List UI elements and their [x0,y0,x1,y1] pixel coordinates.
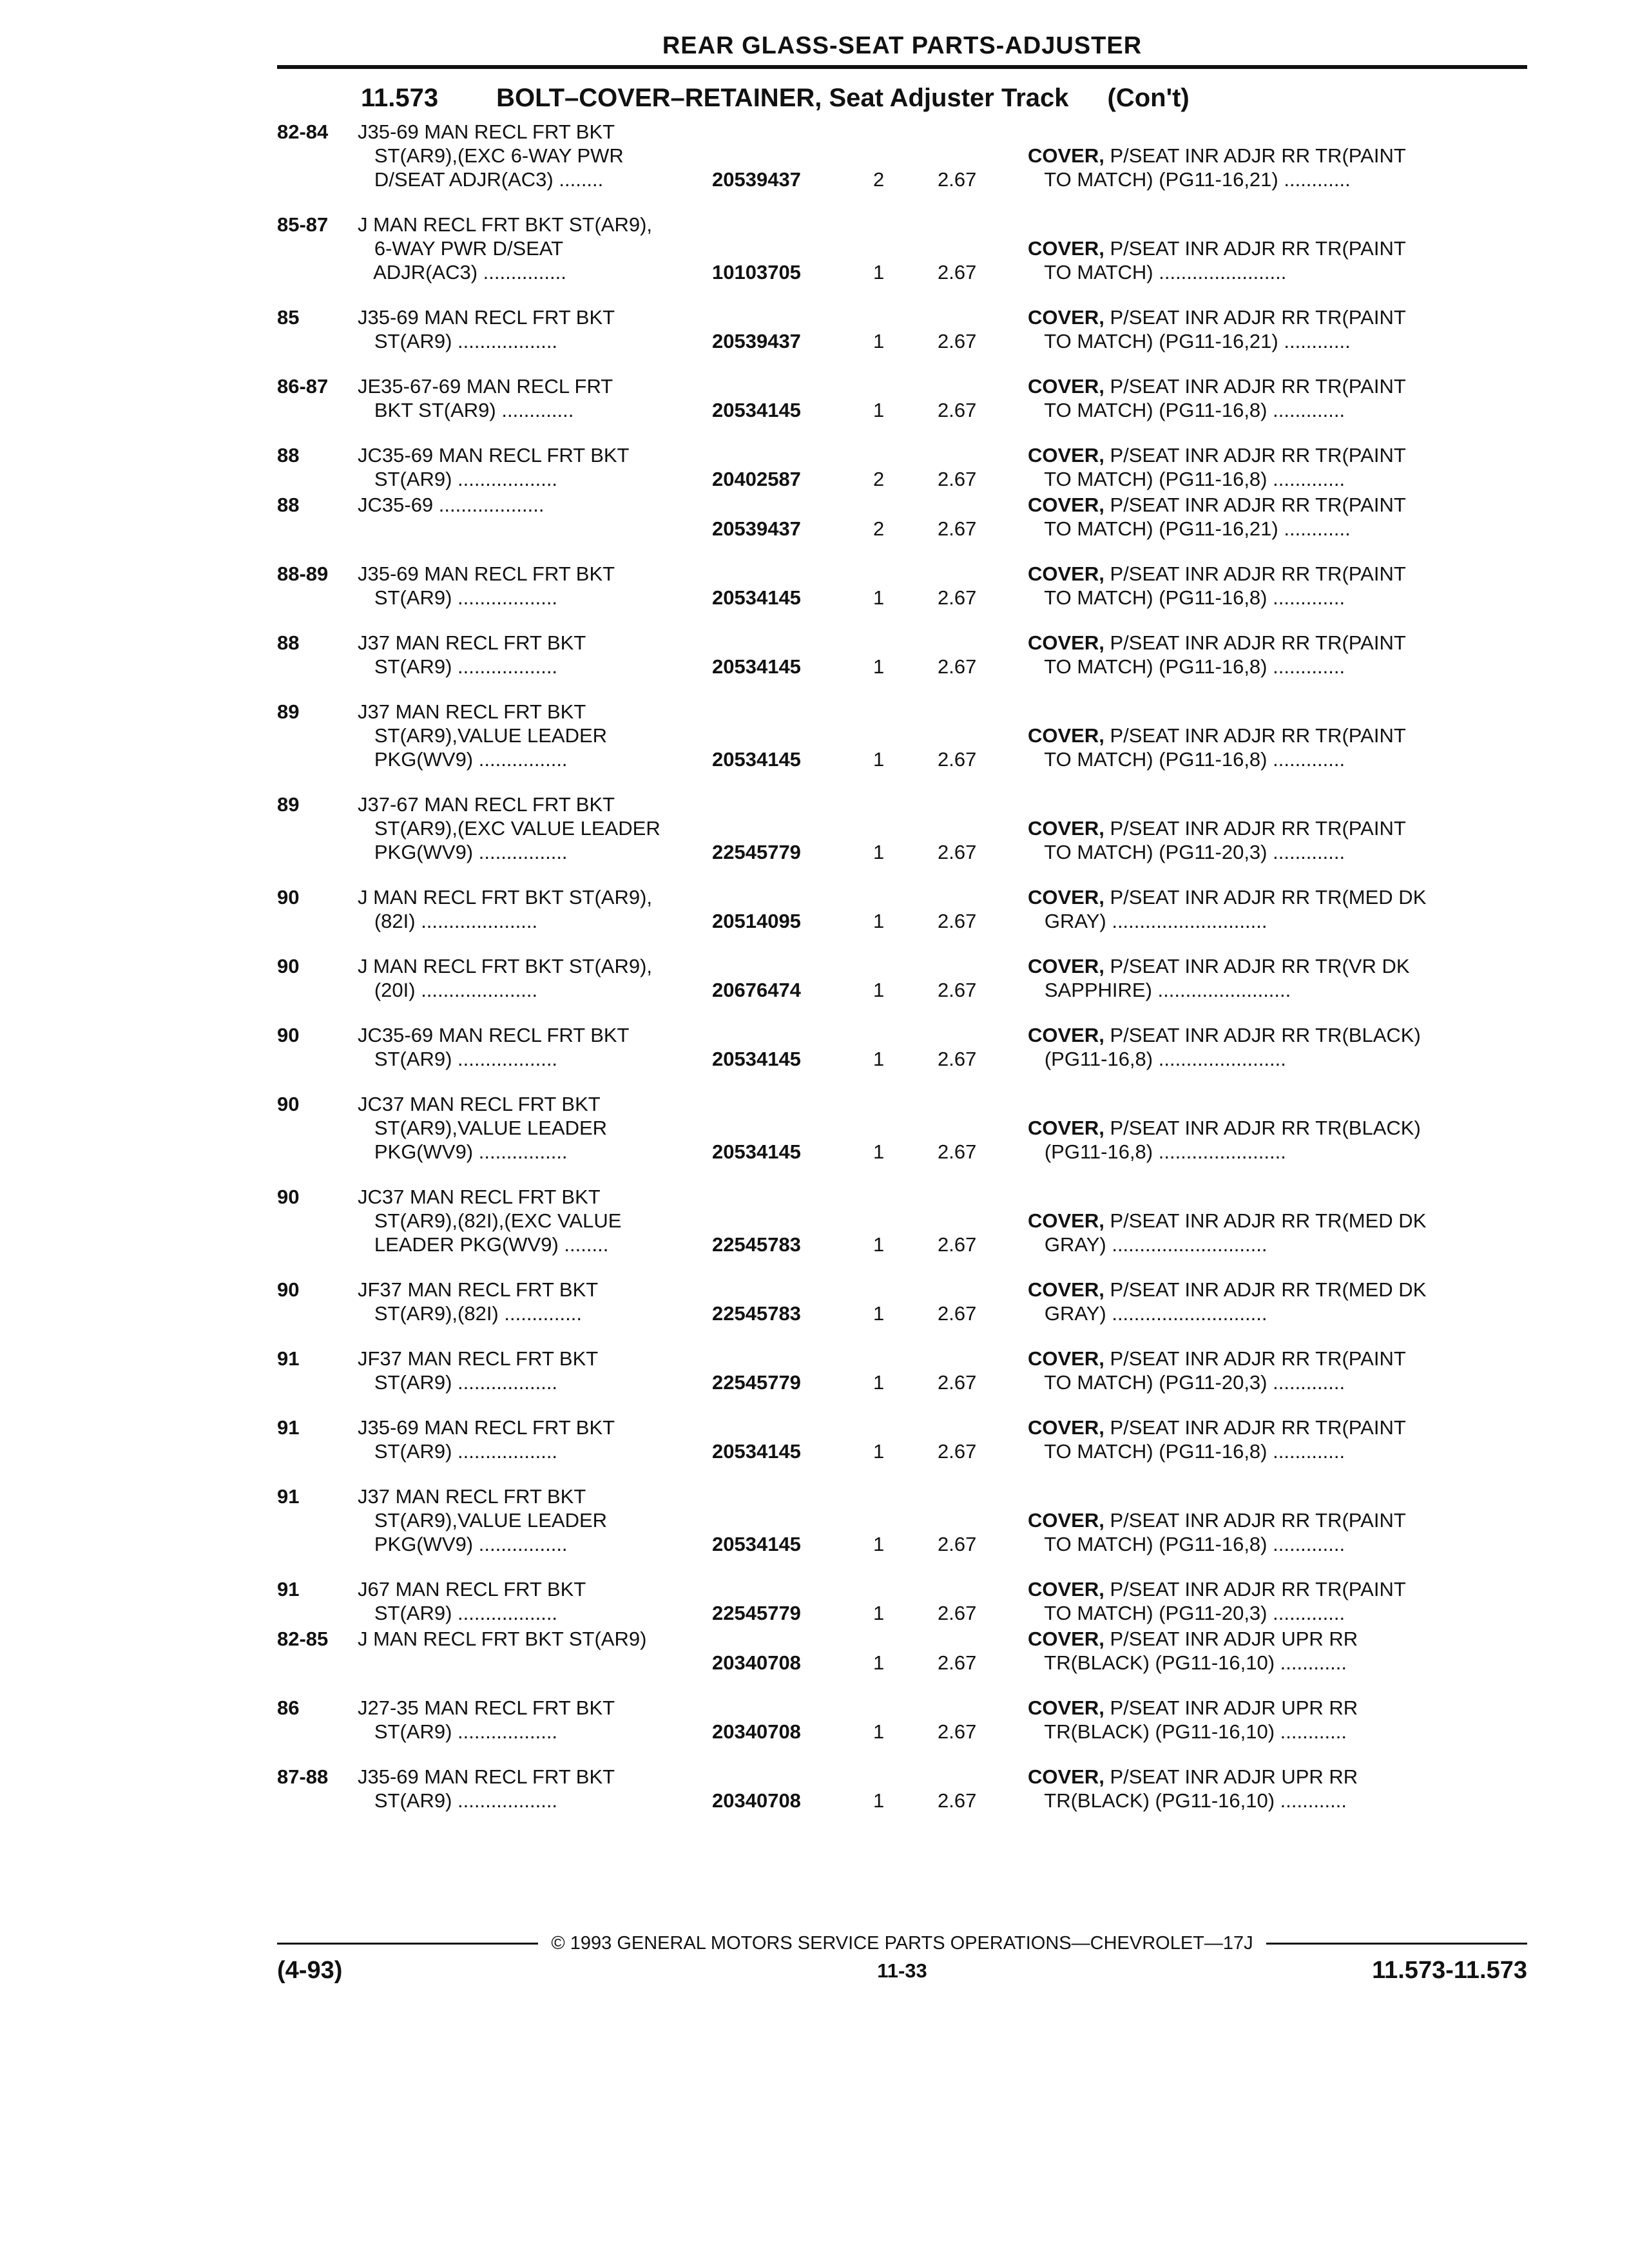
part-name [1028,1416,1527,1463]
parts-row [277,1696,1527,1744]
part-name-noun: COVER, [1028,1117,1104,1139]
part-name-noun: COVER, [1028,375,1104,398]
model-years: 88 [277,444,300,466]
part-name [1028,443,1527,491]
model-years: 91 [277,1578,300,1600]
usage-description: J35-69 MAN RECL FRT BKT ST(AR9) .................. [358,1416,615,1463]
part-name-noun: COVER, [1028,955,1104,977]
part-name-detail: P/SEAT INR ADJR RR TR(PAINT TO MATCH) (PG11-16,8) ............. [1044,444,1406,490]
usage-description: J35-69 MAN RECL FRT BKT ST(AR9),(EXC 6-WAY PWR D/SEAT ADJR(AC3) ........ [358,120,624,191]
part-name [1028,374,1527,422]
price: 2.67 [938,1140,977,1163]
part-number: 20539437 [712,168,801,191]
price: 2.67 [938,979,977,1001]
quantity: 1 [873,1602,885,1624]
part-name-detail: P/SEAT INR ADJR RR TR(PAINT TO MATCH) (PG11-16,21) ............ [1044,144,1406,191]
part-name-noun: COVER, [1028,724,1104,747]
part-name [1028,816,1527,864]
quantity: 1 [873,261,885,284]
quantity: 2 [873,468,885,490]
part-name-detail: P/SEAT INR ADJR RR TR(PAINT TO MATCH) (PG11-20,3) ............. [1044,1578,1406,1624]
usage-description: J37 MAN RECL FRT BKT ST(AR9),VALUE LEADER PKG(WV9) ................ [358,1485,608,1555]
part-number: 22545783 [712,1302,801,1325]
group-continued: (Con't) [1107,84,1190,112]
price: 2.67 [938,517,977,540]
part-name [1028,236,1527,284]
part-number: 10103705 [712,261,801,284]
usage-description: J35-69 MAN RECL FRT BKT ST(AR9) .................. [358,306,615,352]
part-name-noun: COVER, [1028,1347,1104,1370]
usage-description: JE35-67-69 MAN RECL FRT BKT ST(AR9) ............. [358,375,613,421]
part-name-noun: COVER, [1028,631,1104,654]
parts-row [277,793,1527,864]
quantity: 1 [873,1140,885,1163]
part-name [1028,631,1527,678]
part-name [1028,562,1527,610]
model-years: 91 [277,1347,300,1370]
usage-description: JC37 MAN RECL FRT BKT ST(AR9),(82I),(EXC VALUE LEADER PKG(WV9) ........ [358,1186,622,1256]
price: 2.67 [938,1720,977,1743]
part-name-detail: P/SEAT INR ADJR RR TR(PAINT TO MATCH) (PG11-16,8) ............. [1044,724,1406,771]
price: 2.67 [938,1651,977,1674]
usage-description: JF37 MAN RECL FRT BKT ST(AR9),(82I) .............. [358,1278,599,1325]
section-title: REAR GLASS-SEAT PARTS-ADJUSTER [662,32,1142,59]
copyright-notice: © 1993 GENERAL MOTORS SERVICE PARTS OPERATIONS—CHEVROLET—17J [551,1933,1253,1954]
header-rule [277,65,1527,69]
model-years: 90 [277,886,300,908]
part-number: 20402587 [712,468,801,490]
part-number: 20340708 [712,1789,801,1812]
parts-row [277,954,1527,1002]
parts-row [277,1765,1527,1812]
quantity: 1 [873,655,885,678]
price: 2.67 [938,748,977,771]
model-years: 82-84 [277,120,329,143]
model-years: 90 [277,1024,300,1046]
part-number: 20539437 [712,517,801,540]
price: 2.67 [938,1371,977,1394]
footer-bottom [277,1957,1527,1989]
usage-description: JC35-69 ................... [358,494,545,516]
price: 2.67 [938,1440,977,1463]
part-name [1028,1765,1527,1812]
footer-rule [277,1933,1527,1954]
model-years: 89 [277,700,300,723]
group-range: 11.573-11.573 [1372,1957,1527,1984]
usage-description: J37-67 MAN RECL FRT BKT ST(AR9),(EXC VALUE LEADER PKG(WV9) ................ [358,793,660,863]
part-name-detail: P/SEAT INR ADJR RR TR(PAINT TO MATCH) (PG11-16,8) ............. [1044,562,1406,609]
parts-row [277,493,1527,541]
price: 2.67 [938,399,977,421]
part-name-noun: COVER, [1028,1209,1104,1232]
part-name [1028,724,1527,771]
parts-row [277,562,1527,610]
part-name [1028,1347,1527,1394]
model-years: 89 [277,793,300,816]
quantity: 1 [873,748,885,771]
usage-description: J27-35 MAN RECL FRT BKT ST(AR9) .................. [358,1696,615,1743]
part-name-detail: P/SEAT INR ADJR RR TR(MED DK GRAY) ............................ [1044,1209,1427,1256]
part-name-detail: P/SEAT INR ADJR RR TR(PAINT TO MATCH) (PG11-20,3) ............. [1044,817,1406,863]
part-name [1028,885,1527,933]
part-number: 20534145 [712,586,801,609]
price: 2.67 [938,655,977,678]
revision-date: (4-93) [277,1957,343,1984]
quantity: 1 [873,910,885,932]
quantity: 1 [873,1233,885,1256]
price: 2.67 [938,261,977,284]
part-number: 22545779 [712,1602,801,1624]
part-name-noun: COVER, [1028,237,1104,260]
quantity: 1 [873,1302,885,1325]
price: 2.67 [938,1602,977,1624]
footer-rule-left [277,1943,538,1945]
part-number: 20514095 [712,910,801,932]
part-number: 20534145 [712,748,801,771]
part-number: 20676474 [712,979,801,1001]
usage-description: J35-69 MAN RECL FRT BKT ST(AR9) .................. [358,1765,615,1812]
footer-rule-right [1266,1943,1527,1945]
part-name-noun: COVER, [1028,494,1104,516]
part-name-noun: COVER, [1028,817,1104,840]
part-name-detail: P/SEAT INR ADJR RR TR(PAINT TO MATCH) (PG11-16,21) ............ [1044,306,1406,352]
part-name-detail: P/SEAT INR ADJR UPR RR TR(BLACK) (PG11-16,10) ............ [1044,1765,1358,1812]
quantity: 1 [873,1440,885,1463]
model-years: 86-87 [277,375,329,398]
usage-description: JC35-69 MAN RECL FRT BKT ST(AR9) .................. [358,1024,630,1070]
part-name [1028,1278,1527,1325]
price: 2.67 [938,1302,977,1325]
part-name-detail: P/SEAT INR ADJR RR TR(MED DK GRAY) ............................ [1044,886,1427,932]
parts-row [277,885,1527,933]
quantity: 1 [873,841,885,863]
price: 2.67 [938,1789,977,1812]
model-years: 90 [277,1278,300,1301]
part-name [1028,1577,1527,1625]
part-name [1028,493,1527,541]
usage-description: J37 MAN RECL FRT BKT ST(AR9) .................. [358,631,586,678]
price: 2.67 [938,1233,977,1256]
part-number: 20534145 [712,1440,801,1463]
part-name-detail: P/SEAT INR ADJR RR TR(PAINT TO MATCH) (PG11-16,21) ............ [1044,494,1406,540]
part-number: 20340708 [712,1651,801,1674]
quantity: 1 [873,1651,885,1674]
usage-description: J MAN RECL FRT BKT ST(AR9) [358,1628,647,1650]
model-years: 88 [277,631,300,654]
parts-row [277,1416,1527,1463]
model-years: 85-87 [277,213,329,236]
parts-row [277,120,1527,191]
page-footer [277,1933,1527,1989]
part-name [1028,1696,1527,1744]
part-name-noun: COVER, [1028,144,1104,167]
part-name-noun: COVER, [1028,444,1104,466]
part-name-detail: P/SEAT INR ADJR RR TR(PAINT TO MATCH) (PG11-16,8) ............. [1044,1509,1406,1555]
usage-description: J35-69 MAN RECL FRT BKT ST(AR9) .................. [358,562,615,609]
part-name-noun: COVER, [1028,1416,1104,1439]
model-years: 88 [277,494,300,516]
part-name [1028,1209,1527,1256]
part-number: 22545779 [712,841,801,863]
parts-row [277,1485,1527,1556]
part-name-noun: COVER, [1028,1628,1104,1650]
parts-row [277,1278,1527,1325]
usage-description: J MAN RECL FRT BKT ST(AR9), (20I) ..................... [358,955,653,1001]
price: 2.67 [938,586,977,609]
parts-row [277,305,1527,353]
part-number: 20534145 [712,655,801,678]
part-number: 20534145 [712,1140,801,1163]
model-years: 90 [277,1093,300,1115]
part-name-detail: P/SEAT INR ADJR RR TR(VR DK SAPPHIRE) ........................ [1044,955,1410,1001]
part-name-detail: P/SEAT INR ADJR UPR RR TR(BLACK) (PG11-16,10) ............ [1044,1628,1358,1674]
model-years: 90 [277,955,300,977]
model-years: 90 [277,1186,300,1208]
page-number: 11-33 [877,1959,927,1982]
part-name-noun: COVER, [1028,1278,1104,1301]
part-name-detail: P/SEAT INR ADJR RR TR(PAINT TO MATCH) (PG11-16,8) ............. [1044,1416,1406,1463]
quantity: 1 [873,586,885,609]
usage-description: J MAN RECL FRT BKT ST(AR9), (82I) ..................... [358,886,653,932]
group-heading [361,84,1190,113]
part-name-detail: P/SEAT INR ADJR RR TR(BLACK) (PG11-16,8) ....................... [1044,1117,1421,1163]
quantity: 2 [873,517,885,540]
page-header [277,32,1527,69]
parts-row [277,1577,1527,1625]
parts-row [277,443,1527,491]
part-name [1028,1627,1527,1675]
part-number: 20340708 [712,1720,801,1743]
parts-row [277,1023,1527,1071]
parts-row [277,1092,1527,1164]
parts-row [277,631,1527,678]
part-name [1028,1023,1527,1071]
model-years: 91 [277,1485,300,1508]
part-name-noun: COVER, [1028,1765,1104,1788]
part-name-noun: COVER, [1028,1509,1104,1532]
quantity: 1 [873,330,885,352]
part-name-detail: P/SEAT INR ADJR RR TR(PAINT TO MATCH) (PG11-16,8) ............. [1044,631,1406,678]
usage-description: J67 MAN RECL FRT BKT ST(AR9) .................. [358,1578,586,1624]
group-name: BOLT–COVER–RETAINER, Seat Adjuster Track [496,84,1069,112]
parts-row [277,1347,1527,1394]
part-name [1028,1116,1527,1164]
part-number: 20539437 [712,330,801,352]
parts-row [277,213,1527,284]
part-number: 20534145 [712,1048,801,1070]
part-name-detail: P/SEAT INR ADJR RR TR(BLACK) (PG11-16,8) ....................... [1044,1024,1421,1070]
part-name [1028,305,1527,353]
price: 2.67 [938,330,977,352]
parts-list [277,120,1527,1812]
quantity: 1 [873,1720,885,1743]
price: 2.67 [938,841,977,863]
model-years: 86 [277,1696,300,1719]
quantity: 1 [873,1533,885,1555]
model-years: 82-85 [277,1628,329,1650]
group-number: 11.573 [361,84,439,112]
price: 2.67 [938,910,977,932]
part-name-detail: P/SEAT INR ADJR RR TR(PAINT TO MATCH) (PG11-20,3) ............. [1044,1347,1406,1394]
usage-description: JF37 MAN RECL FRT BKT ST(AR9) .................. [358,1347,599,1394]
model-years: 91 [277,1416,300,1439]
model-years: 88-89 [277,562,329,585]
parts-row [277,700,1527,771]
quantity: 1 [873,399,885,421]
part-name [1028,954,1527,1002]
part-number: 20534145 [712,399,801,421]
part-name-detail: P/SEAT INR ADJR UPR RR TR(BLACK) (PG11-16,10) ............ [1044,1696,1358,1743]
quantity: 1 [873,979,885,1001]
part-name-noun: COVER, [1028,1024,1104,1046]
part-name-detail: P/SEAT INR ADJR RR TR(PAINT TO MATCH) ....................... [1044,237,1406,284]
part-name-detail: P/SEAT INR ADJR RR TR(MED DK GRAY) ............................ [1044,1278,1427,1325]
part-name-detail: P/SEAT INR ADJR RR TR(PAINT TO MATCH) (PG11-16,8) ............. [1044,375,1406,421]
usage-description: J37 MAN RECL FRT BKT ST(AR9),VALUE LEADER PKG(WV9) ................ [358,700,608,771]
model-years: 85 [277,306,300,329]
parts-row [277,1627,1527,1675]
quantity: 2 [873,168,885,191]
parts-row [277,374,1527,422]
part-number: 20534145 [712,1533,801,1555]
usage-description: J MAN RECL FRT BKT ST(AR9), 6-WAY PWR D/SEAT ADJR(AC3) ............... [358,213,653,284]
part-number: 22545783 [712,1233,801,1256]
part-name-noun: COVER, [1028,1696,1104,1719]
quantity: 1 [873,1371,885,1394]
model-years: 87-88 [277,1765,329,1788]
price: 2.67 [938,468,977,490]
part-name-noun: COVER, [1028,1578,1104,1600]
quantity: 1 [873,1789,885,1812]
quantity: 1 [873,1048,885,1070]
part-name [1028,144,1527,191]
part-name-noun: COVER, [1028,562,1104,585]
part-number: 22545779 [712,1371,801,1394]
usage-description: JC35-69 MAN RECL FRT BKT ST(AR9) .................. [358,444,630,490]
part-name-noun: COVER, [1028,306,1104,329]
price: 2.67 [938,1048,977,1070]
usage-description: JC37 MAN RECL FRT BKT ST(AR9),VALUE LEADER PKG(WV9) ................ [358,1093,608,1163]
part-name-noun: COVER, [1028,886,1104,908]
price: 2.67 [938,1533,977,1555]
parts-row [277,1185,1527,1256]
price: 2.67 [938,168,977,191]
part-name [1028,1508,1527,1556]
